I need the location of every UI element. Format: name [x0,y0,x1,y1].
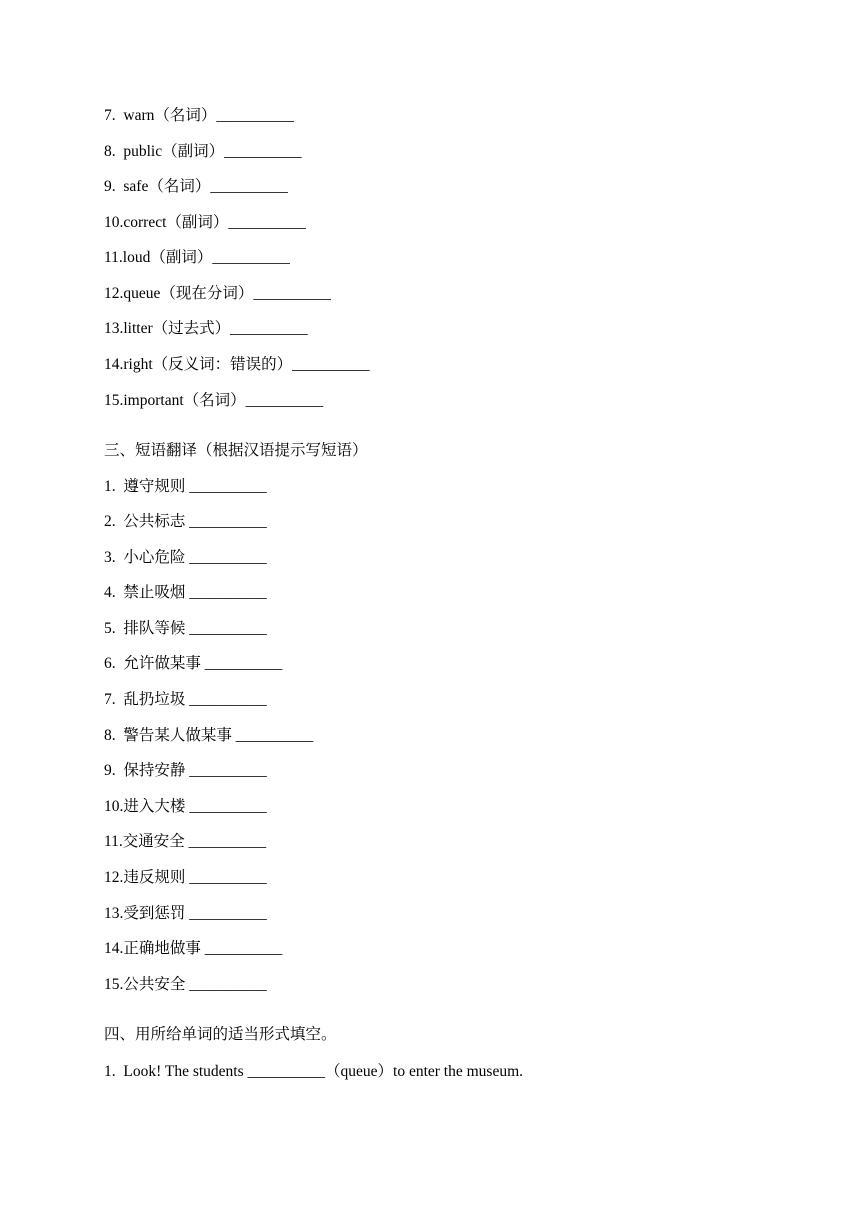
phrase-item-7: 7. 乱扔垃圾 __________ [104,691,267,708]
phrase-item-5: 5. 排队等候 __________ [104,620,267,637]
fill-blank-item-1: 1. Look! The students __________（queue）to enter the museum. [104,1063,524,1080]
word-form-item-7: 7. warn（名词）__________ [104,107,294,124]
phrase-item-13: 13.受到惩罚 __________ [104,905,267,922]
phrase-item-1: 1. 遵守规则 __________ [104,478,267,495]
phrase-item-9: 9. 保持安静 __________ [104,762,267,779]
phrase-item-8: 8. 警告某人做某事 __________ [104,727,314,744]
phrase-item-3: 3. 小心危险 __________ [104,549,267,566]
phrase-item-15: 15.公共安全 __________ [104,976,267,993]
phrase-item-2: 2. 公共标志 __________ [104,513,267,530]
phrase-item-11: 11.交通安全 __________ [104,833,267,850]
word-form-item-15: 15.important（名词）__________ [104,392,324,409]
word-form-item-14: 14.right（反义词：错误的）__________ [104,356,370,373]
phrase-item-4: 4. 禁止吸烟 __________ [104,584,267,601]
word-form-item-9: 9. safe（名词）__________ [104,178,288,195]
phrase-item-14: 14.正确地做事 __________ [104,940,283,957]
phrase-item-6: 6. 允许做某事 __________ [104,655,283,672]
phrase-item-12: 12.违反规则 __________ [104,869,267,886]
section-4-heading: 四、用所给单词的适当形式填空。 [104,1026,337,1043]
word-form-item-8: 8. public（副词）__________ [104,143,302,160]
section-3-heading: 三、短语翻译（根据汉语提示写短语） [104,442,368,459]
word-form-item-11: 11.loud（副词）__________ [104,249,290,266]
phrase-item-10: 10.进入大楼 __________ [104,798,267,815]
word-form-item-10: 10.correct（副词）__________ [104,214,306,231]
word-form-item-13: 13.litter（过去式）__________ [104,320,308,337]
word-form-item-12: 12.queue（现在分词）__________ [104,285,331,302]
